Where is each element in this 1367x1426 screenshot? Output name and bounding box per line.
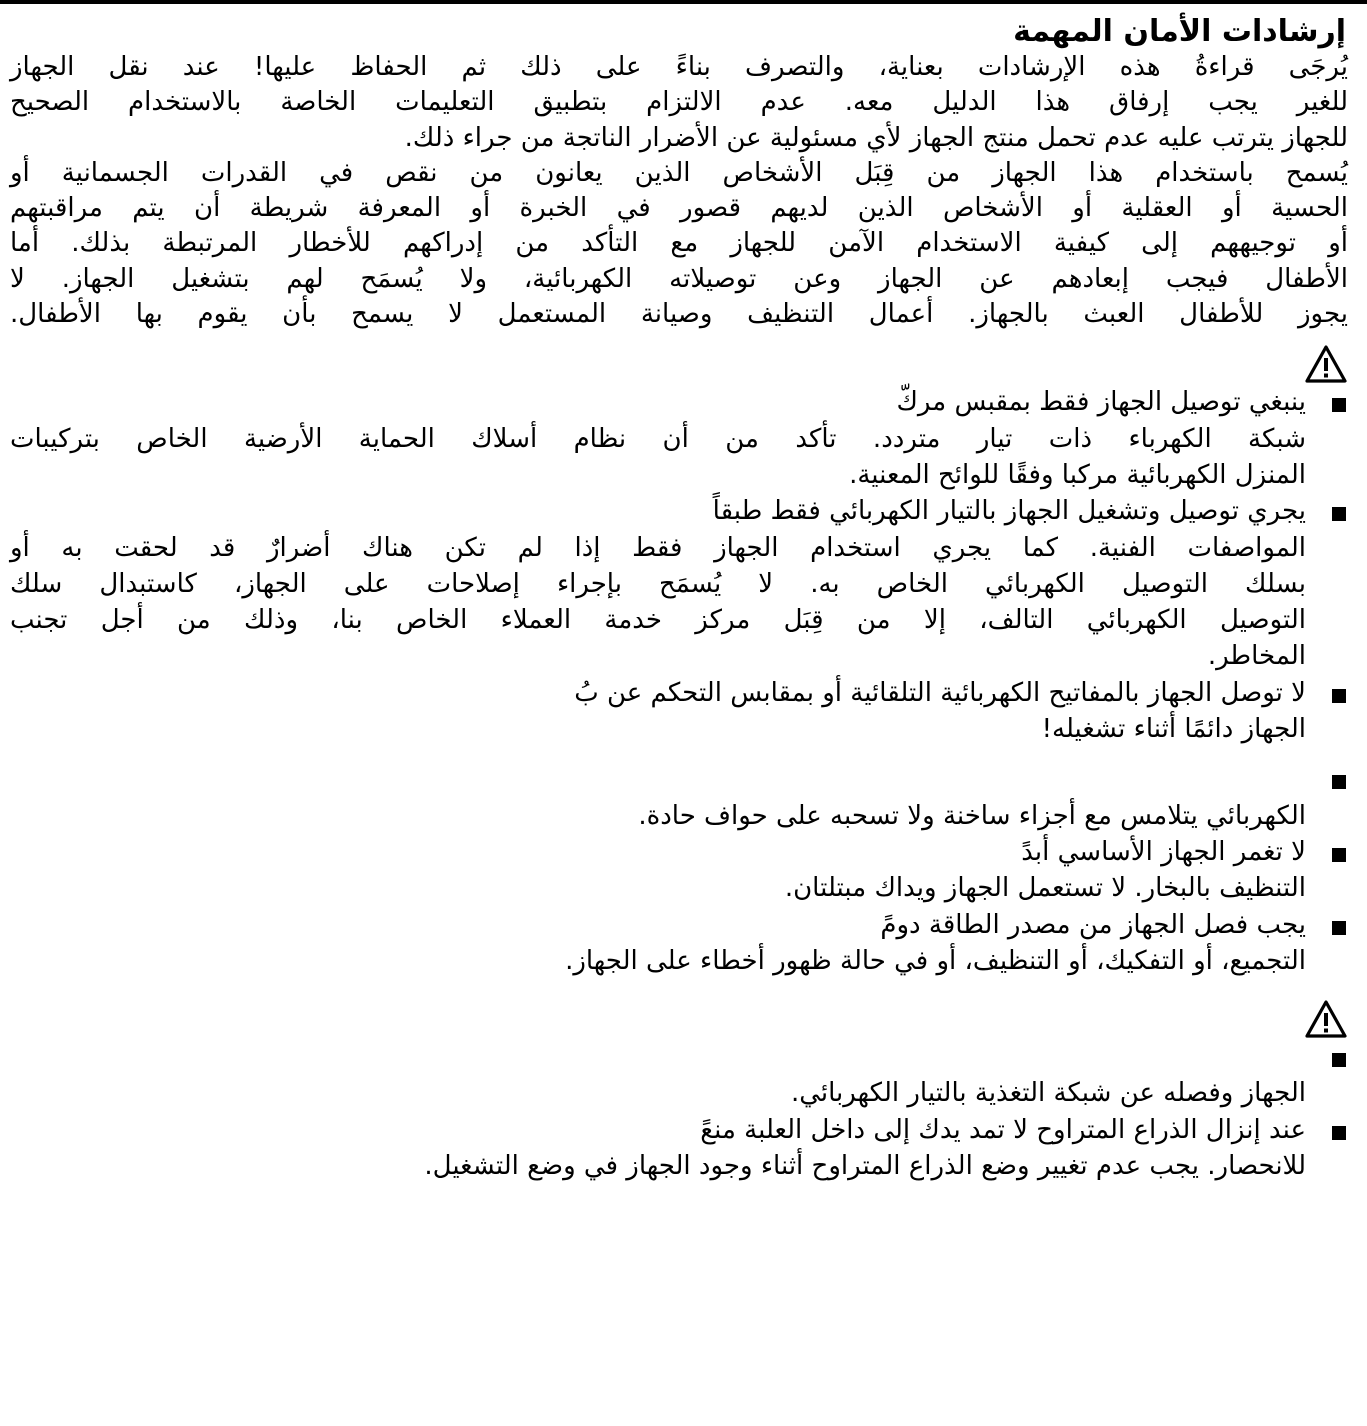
warning-list-1 [10, 384, 1350, 979]
bullet-line: التوصيل الكهربائي التالف، إلا من قِبَل مركز خدمة العملاء الخاص بنا، وذلك من أجل تجنب [10, 605, 1306, 636]
list-item [10, 1112, 1350, 1185]
bullet-square-icon [1332, 775, 1346, 789]
warning-triangle-icon [1304, 344, 1348, 384]
list-item [10, 834, 1350, 907]
intro-line: للغير يجب إرفاق هذا الدليل معه. عدم الالتزام بتطبيق التعليمات الخاصة بالاستخدام الصحيح [10, 87, 1348, 118]
list-item [10, 1039, 1350, 1112]
warning-triangle-icon [1304, 999, 1348, 1039]
bullet-square-icon [1332, 689, 1346, 703]
bullet-line: الكهربائي يتلامس مع أجزاء ساخنة ولا تسحبه على حواف حادة. [638, 800, 1306, 831]
top-rule [0, 0, 1367, 4]
bullet-line: لا تغمر الجهاز الأساسي أبدً [1021, 836, 1306, 867]
safety-instructions-page [10, 14, 1350, 1184]
intro-line: يجوز للأطفال العبث بالجهاز. أعمال التنظيف وصيانة المستعمل لا يسمح بأن يقوم بها الأطفال. [10, 299, 1348, 330]
bullet-line: يجب فصل الجهاز من مصدر الطاقة دومً [880, 909, 1306, 940]
warning-header [10, 332, 1350, 384]
intro-line: الحسية أو العقلية أو الأشخاص الذين لديهم قصور في الخبرة أو المعرفة شريطة أن يتم مراقبتهم [10, 193, 1348, 224]
intro-line: يُرجَى قراءةُ هذه الإرشادات بعناية، والتصرف بناءً على ذلك ثم الحفاظ عليها! عند نقل الجهاز [10, 52, 1348, 82]
bullet-line: لا توصل الجهاز بالمفاتيح الكهربائية التلقائية أو بمقابس التحكم عن بُ [574, 677, 1306, 708]
list-item [10, 493, 1350, 674]
bullet-line: الجهاز دائمًا أثناء تشغيله! [1041, 714, 1306, 745]
list-item [10, 907, 1350, 980]
bullet-line: المنزل الكهربائية مركبا وفقًا للوائح المعنية. [849, 459, 1306, 490]
list-item [10, 384, 1350, 493]
intro-line: للجهاز يترتب عليه عدم تحمل منتج الجهاز لأي مسئولية عن الأضرار الناتجة من جراء ذلك. [404, 122, 1348, 153]
warning-list-2 [10, 1039, 1350, 1184]
intro-line: أو توجيههم إلى كيفية الاستخدام الآمن للجهاز مع التأكد من إدراكهم للأخطار المرتبطة بذلك. أما [10, 228, 1348, 259]
bullet-line: يجري توصيل وتشغيل الجهاز بالتيار الكهربائي فقط طبقاً [712, 496, 1306, 527]
bullet-square-icon [1332, 848, 1346, 862]
bullet-line: للانحصار. يجب عدم تغيير وضع الذراع المتراوح أثناء وجود الجهاز في وضع التشغيل. [424, 1151, 1306, 1182]
bullet-line: الجهاز وفصله عن شبكة التغذية بالتيار الكهربائي. [790, 1078, 1306, 1109]
bullet-line: عند إنزال الذراع المتراوح لا تمد يدك إلى داخل العلبة منعً [700, 1114, 1306, 1145]
list-spacer [10, 747, 1350, 761]
bullet-square-icon [1332, 921, 1346, 935]
warning-header [10, 979, 1350, 1039]
list-item [10, 675, 1350, 748]
bullet-line [10, 1039, 1306, 1075]
bullet-line: التنظيف بالبخار. لا تستعمل الجهاز ويداك مبتلتان. [784, 873, 1306, 904]
bullet-line [10, 761, 1306, 797]
bullet-line: ينبغي توصيل الجهاز فقط بمقبس مركّ [896, 387, 1306, 418]
intro-line: الأطفال فيجب إبعادهم عن الجهاز وعن توصيلاته الكهربائية، ولا يُسمَح لهم بتشغيل الجهاز. لا [10, 263, 1348, 294]
bullet-square-icon [1332, 507, 1346, 521]
bullet-line: شبكة الكهرباء ذات تيار متردد. تأكد من أن نظام أسلاك الحماية الأرضية الخاص بتركيبات [10, 423, 1306, 454]
bullet-line: التجميع، أو التفكيك، أو التنظيف، أو في حالة ظهور أخطاء على الجهاز. [565, 945, 1306, 976]
list-item [10, 761, 1350, 834]
bullet-line: المخاطر. [1207, 641, 1306, 672]
page-title: إرشادات الأمان المهمة [1013, 14, 1346, 49]
bullet-square-icon [1332, 1126, 1346, 1140]
bullet-line: المواصفات الفنية. كما يجري استخدام الجهاز فقط إذا لم تكن هناك أضرارٌ قد لحقت به أو [10, 532, 1306, 563]
bullet-line: بسلك التوصيل الكهربائي الخاص به. لا يُسمَح بإجراء إصلاحات على الجهاز، كاستبدال سلك [10, 568, 1306, 599]
bullet-square-icon [1332, 1053, 1346, 1067]
bullet-square-icon [1332, 398, 1346, 412]
intro-line: يُسمح باستخدام هذا الجهاز من قِبَل الأشخاص الذين يعانون من نقص في القدرات الجسمانية أو [10, 157, 1348, 188]
intro-paragraph [10, 50, 1350, 332]
